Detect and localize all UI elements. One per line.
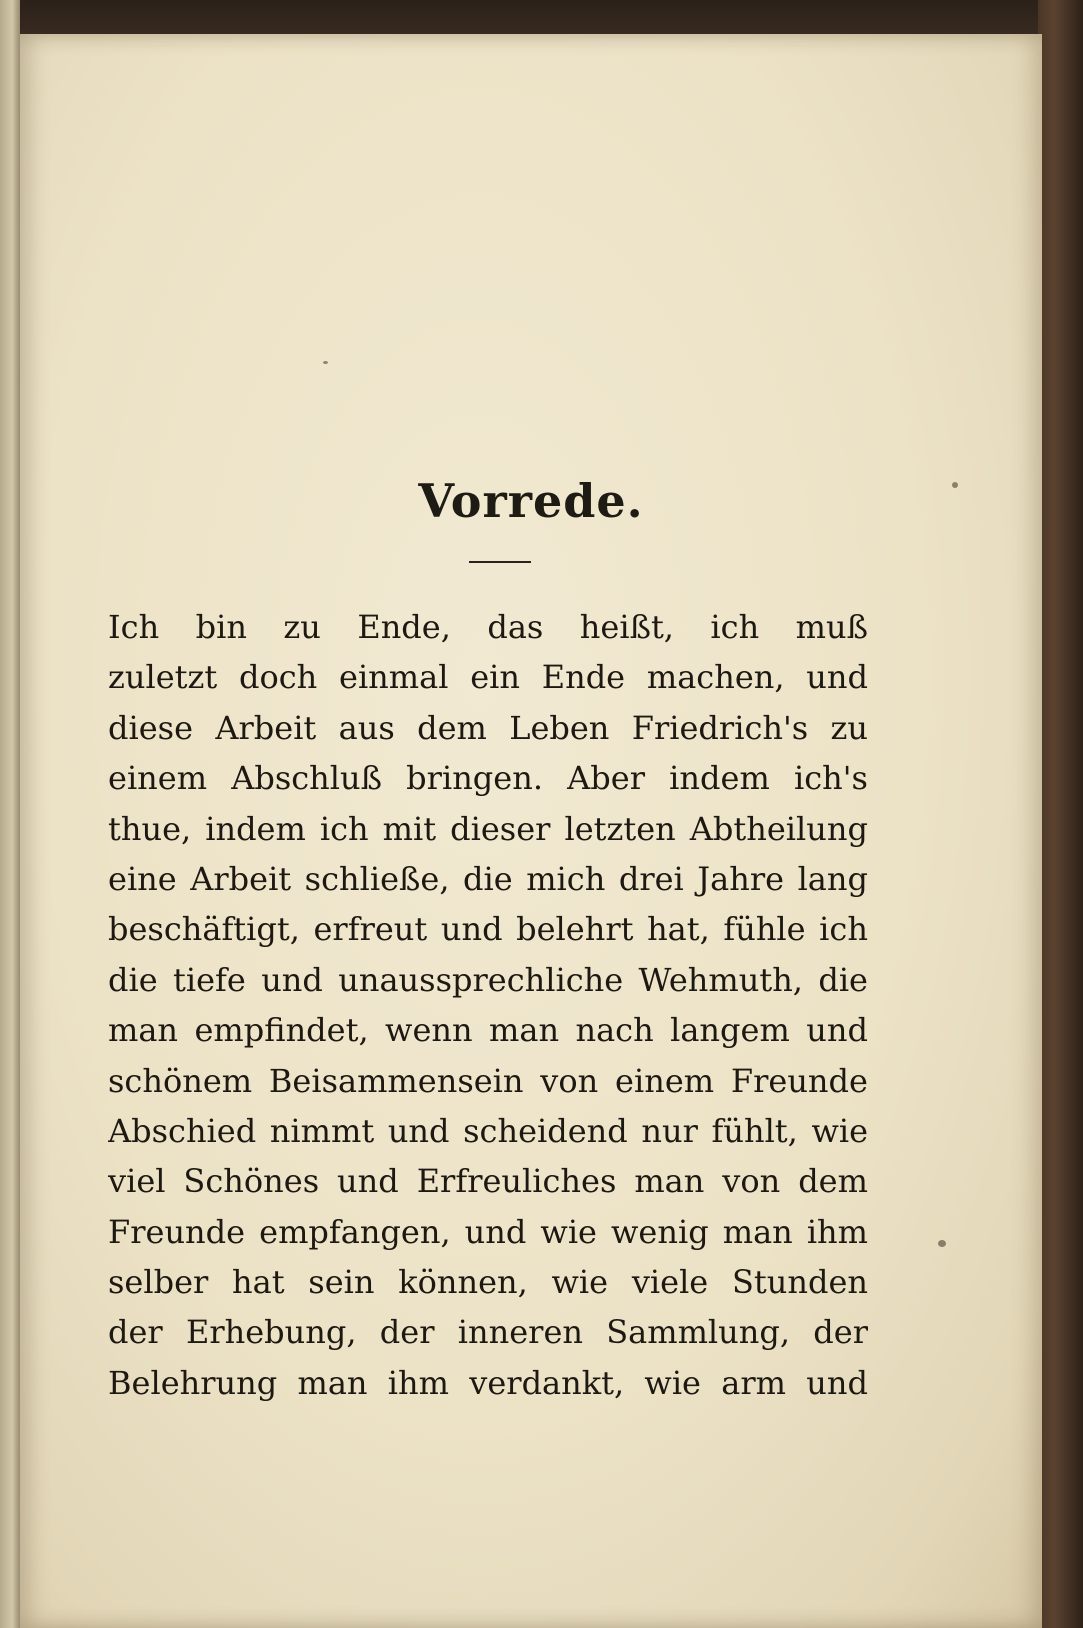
word: arm <box>721 1363 786 1402</box>
word: wenn <box>385 1011 473 1050</box>
word: unaussprechliche <box>338 960 624 999</box>
word: man <box>634 1162 705 1201</box>
heading-divider <box>469 561 531 563</box>
word: Arbeit <box>215 708 317 747</box>
word: hat <box>232 1263 285 1302</box>
word: langem <box>670 1011 790 1050</box>
word: man <box>489 1011 560 1050</box>
word: viele <box>631 1263 709 1302</box>
text-line <box>108 753 868 803</box>
word: aus <box>338 708 395 747</box>
word: scheidend <box>463 1111 628 1150</box>
text-line <box>108 854 868 904</box>
word: man <box>297 1363 368 1402</box>
word: tiefe <box>173 960 246 999</box>
word: Wehmuth, <box>638 960 803 999</box>
word: hat, <box>647 910 710 949</box>
word: einem <box>615 1061 715 1100</box>
word: drei <box>618 859 684 898</box>
word: doch <box>238 658 318 697</box>
text-line <box>108 652 868 702</box>
word: Abtheilung <box>689 809 868 848</box>
word: indem <box>205 809 306 848</box>
word: Freunde <box>108 1212 246 1251</box>
word: dem <box>798 1162 868 1201</box>
word: und <box>440 910 503 949</box>
word: bringen. <box>406 759 543 798</box>
word: zu <box>830 708 868 747</box>
word: wie <box>551 1263 609 1302</box>
paper-speck <box>938 1240 946 1247</box>
word: machen, <box>646 658 785 697</box>
word: wie <box>540 1212 597 1251</box>
word: ich <box>710 608 760 646</box>
word: einem <box>108 759 208 798</box>
word: Sammlung, <box>606 1313 791 1352</box>
word: und <box>261 960 323 999</box>
word: bin <box>195 608 247 646</box>
word: und <box>806 1363 868 1402</box>
text-line <box>108 703 868 753</box>
word: Ende <box>541 658 626 697</box>
word: ich <box>819 910 868 949</box>
text-line <box>108 1005 868 1055</box>
word: man <box>722 1212 793 1251</box>
paper-speck <box>952 482 958 488</box>
word: Leben <box>509 708 610 747</box>
word: Arbeit <box>190 859 292 898</box>
word: die <box>108 960 158 999</box>
word: nach <box>575 1011 654 1050</box>
word: einmal <box>339 658 449 697</box>
word: belehrt <box>516 910 634 949</box>
text-line <box>108 804 868 854</box>
word: fühle <box>723 910 806 949</box>
word: der <box>108 1313 163 1352</box>
word: ich <box>319 809 369 848</box>
word: selber <box>108 1263 209 1302</box>
word: beschäftigt, <box>108 910 300 949</box>
word: eine <box>108 859 177 898</box>
word: Stunden <box>731 1263 868 1302</box>
word: fühlt, <box>711 1111 798 1150</box>
paper-speck <box>323 361 328 364</box>
word: muß <box>795 608 868 646</box>
word: zu <box>283 608 321 646</box>
word: man <box>108 1011 179 1050</box>
word: von <box>722 1162 781 1201</box>
text-line <box>108 1056 868 1106</box>
word: und <box>806 658 868 697</box>
word: Belehrung <box>108 1363 278 1402</box>
word: die <box>463 859 513 898</box>
word: indem <box>669 759 770 798</box>
word: dieser <box>450 809 551 848</box>
previous-page-edge <box>0 0 22 1628</box>
word: mich <box>526 859 606 898</box>
paragraph <box>108 602 868 1408</box>
book-page <box>20 34 1042 1628</box>
word: nimmt <box>269 1111 375 1150</box>
word: thue, <box>108 809 192 848</box>
word: wie <box>644 1363 701 1402</box>
text-line <box>108 1307 868 1357</box>
word: der <box>813 1313 868 1352</box>
text-line <box>108 602 868 652</box>
text-line <box>108 1106 868 1156</box>
word: schönem <box>108 1061 253 1100</box>
word: dem <box>417 708 487 747</box>
word: sein <box>308 1263 375 1302</box>
text-line <box>108 1156 868 1206</box>
word: lang <box>797 859 868 898</box>
word: empfindet, <box>194 1011 369 1050</box>
word: viel <box>108 1162 166 1201</box>
word: Ich <box>108 608 160 646</box>
word: und <box>806 1011 868 1050</box>
word: und <box>464 1212 527 1251</box>
word: diese <box>108 708 194 747</box>
word: Erhebung, <box>185 1313 357 1352</box>
word: verdankt, <box>469 1363 625 1402</box>
word: wenig <box>611 1212 709 1251</box>
word: Abschied <box>108 1111 257 1150</box>
word: Beisammensein <box>268 1061 524 1100</box>
word: wie <box>811 1111 868 1150</box>
word: empfangen, <box>259 1212 451 1251</box>
word: Ende, <box>357 608 451 646</box>
word: die <box>818 960 868 999</box>
text-line <box>108 955 868 1005</box>
word: von <box>540 1061 599 1100</box>
word: schließe, <box>304 859 450 898</box>
text-line <box>108 1207 868 1257</box>
word: Jahre <box>697 859 785 898</box>
word: das <box>487 608 544 646</box>
word: erfreut <box>313 910 428 949</box>
word: nur <box>641 1111 698 1150</box>
text-line <box>108 904 868 954</box>
word: mit <box>382 809 437 848</box>
word: heißt, <box>579 608 674 646</box>
word: Freunde <box>730 1061 868 1100</box>
word: ihm <box>387 1363 449 1402</box>
page-heading: Vorrede. <box>418 474 644 528</box>
word: und <box>387 1111 450 1150</box>
word: inneren <box>457 1313 583 1352</box>
text-line <box>108 1257 868 1307</box>
word: können, <box>398 1263 528 1302</box>
word: Friedrich's <box>631 708 809 747</box>
word: ich's <box>793 759 868 798</box>
word: letzten <box>564 809 676 848</box>
word: Aber <box>567 759 645 798</box>
word: ihm <box>806 1212 868 1251</box>
word: Schönes <box>183 1162 320 1201</box>
text-line <box>108 1358 868 1408</box>
book-cover-spine-edge <box>1038 0 1083 1628</box>
word: Abschluß <box>231 759 382 798</box>
word: der <box>379 1313 435 1352</box>
word: und <box>337 1162 399 1201</box>
word: Erfreuliches <box>416 1162 617 1201</box>
word: zuletzt <box>108 658 218 697</box>
word: ein <box>470 658 520 697</box>
